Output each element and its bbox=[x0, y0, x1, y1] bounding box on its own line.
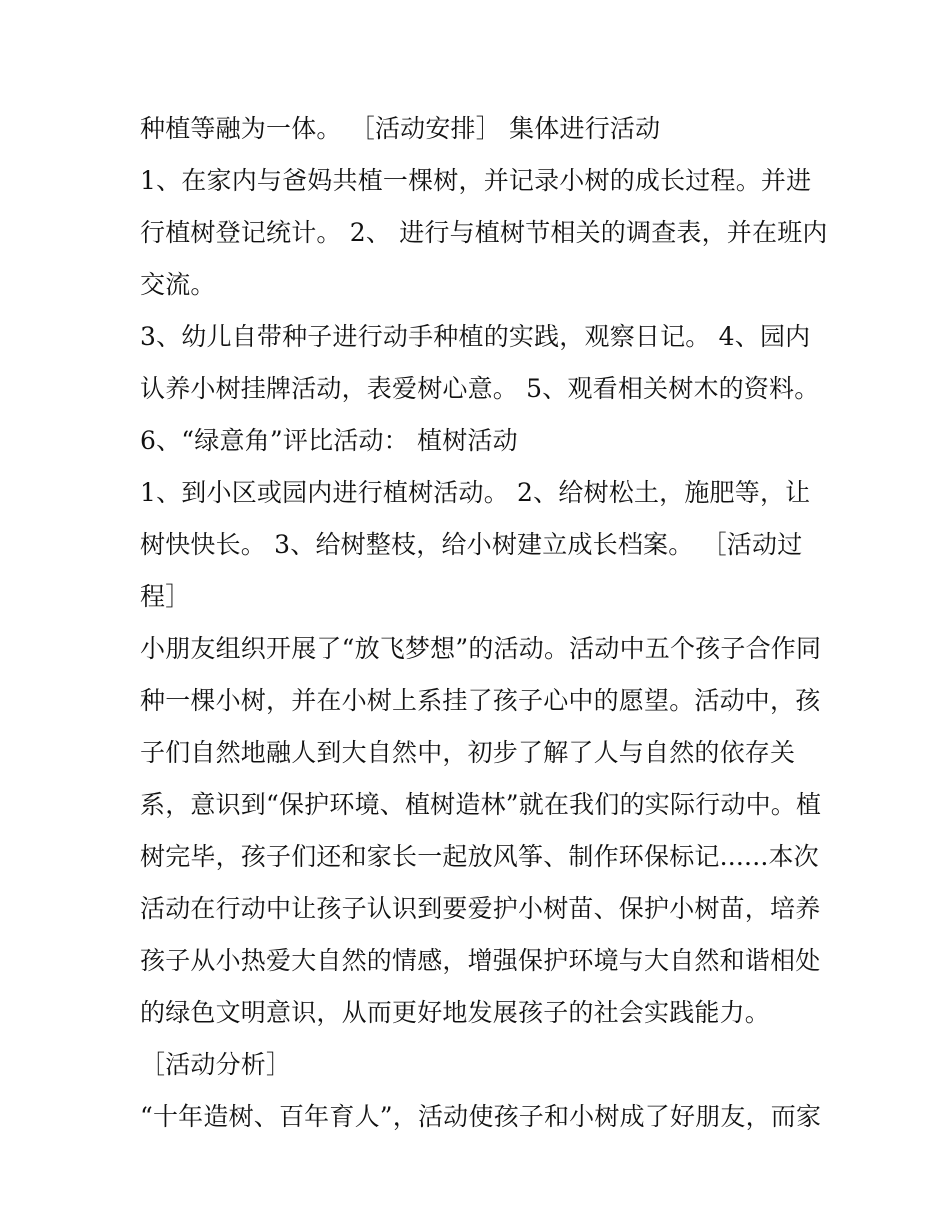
text-line: 1、在家内与爸妈共植一棵树，并记录小树的成长过程。并进 bbox=[140, 166, 812, 195]
text-line: 认养小树挂牌活动，表爱树心意。 5、观看相关树木的资料。 bbox=[140, 374, 820, 403]
text-line: 种一棵小树，并在小树上系挂了孩子心中的愿望。活动中，孩 bbox=[140, 686, 821, 715]
text-line: 的绿色文明意识，从而更好地发展孩子的社会实践能力。 bbox=[140, 998, 771, 1027]
text-line: 6、“绿意角”评比活动： 植树活动 bbox=[140, 426, 518, 455]
text-line: 程］ bbox=[140, 582, 191, 611]
text-line: ［活动分析］ bbox=[140, 1050, 292, 1079]
text-line: 小朋友组织开展了“放飞梦想”的活动。活动中五个孩子合作同 bbox=[140, 634, 822, 663]
text-line: 树快快长。 3、给树整枝，给小树建立成长档案。 ［活动过 bbox=[140, 530, 803, 559]
text-line: 子们自然地融人到大自然中，初步了解了人与自然的依存关 bbox=[140, 738, 796, 767]
text-line: “十年造树、百年育人”，活动使孩子和小树成了好朋友，而家 bbox=[140, 1102, 822, 1131]
text-line: 种植等融为一体。 ［活动安排］ 集体进行活动 bbox=[140, 114, 661, 143]
text-line: 系，意识到“保护环境、植树造林”就在我们的实际行动中。植 bbox=[140, 790, 822, 819]
text-line: 活动在行动中让孩子认识到要爱护小树苗、保护小树苗，培养 bbox=[140, 894, 821, 923]
text-line: 行植树登记统计。 2、 进行与植树节相关的调查表，并在班内 bbox=[140, 218, 828, 247]
document-text-body bbox=[140, 103, 828, 1143]
text-line: 交流。 bbox=[140, 270, 216, 299]
text-line: 树完毕，孩子们还和家长一起放风筝、制作环保标记......本次 bbox=[140, 842, 819, 871]
text-line: 3、幼儿自带种子进行动手种植的实践，观察日记。 4、园内 bbox=[140, 322, 811, 351]
text-line: 1、到小区或园内进行植树活动。 2、给树松土，施肥等，让 bbox=[140, 478, 811, 507]
text-line: 孩子从小热爱大自然的情感，增强保护环境与大自然和谐相处 bbox=[140, 946, 821, 975]
